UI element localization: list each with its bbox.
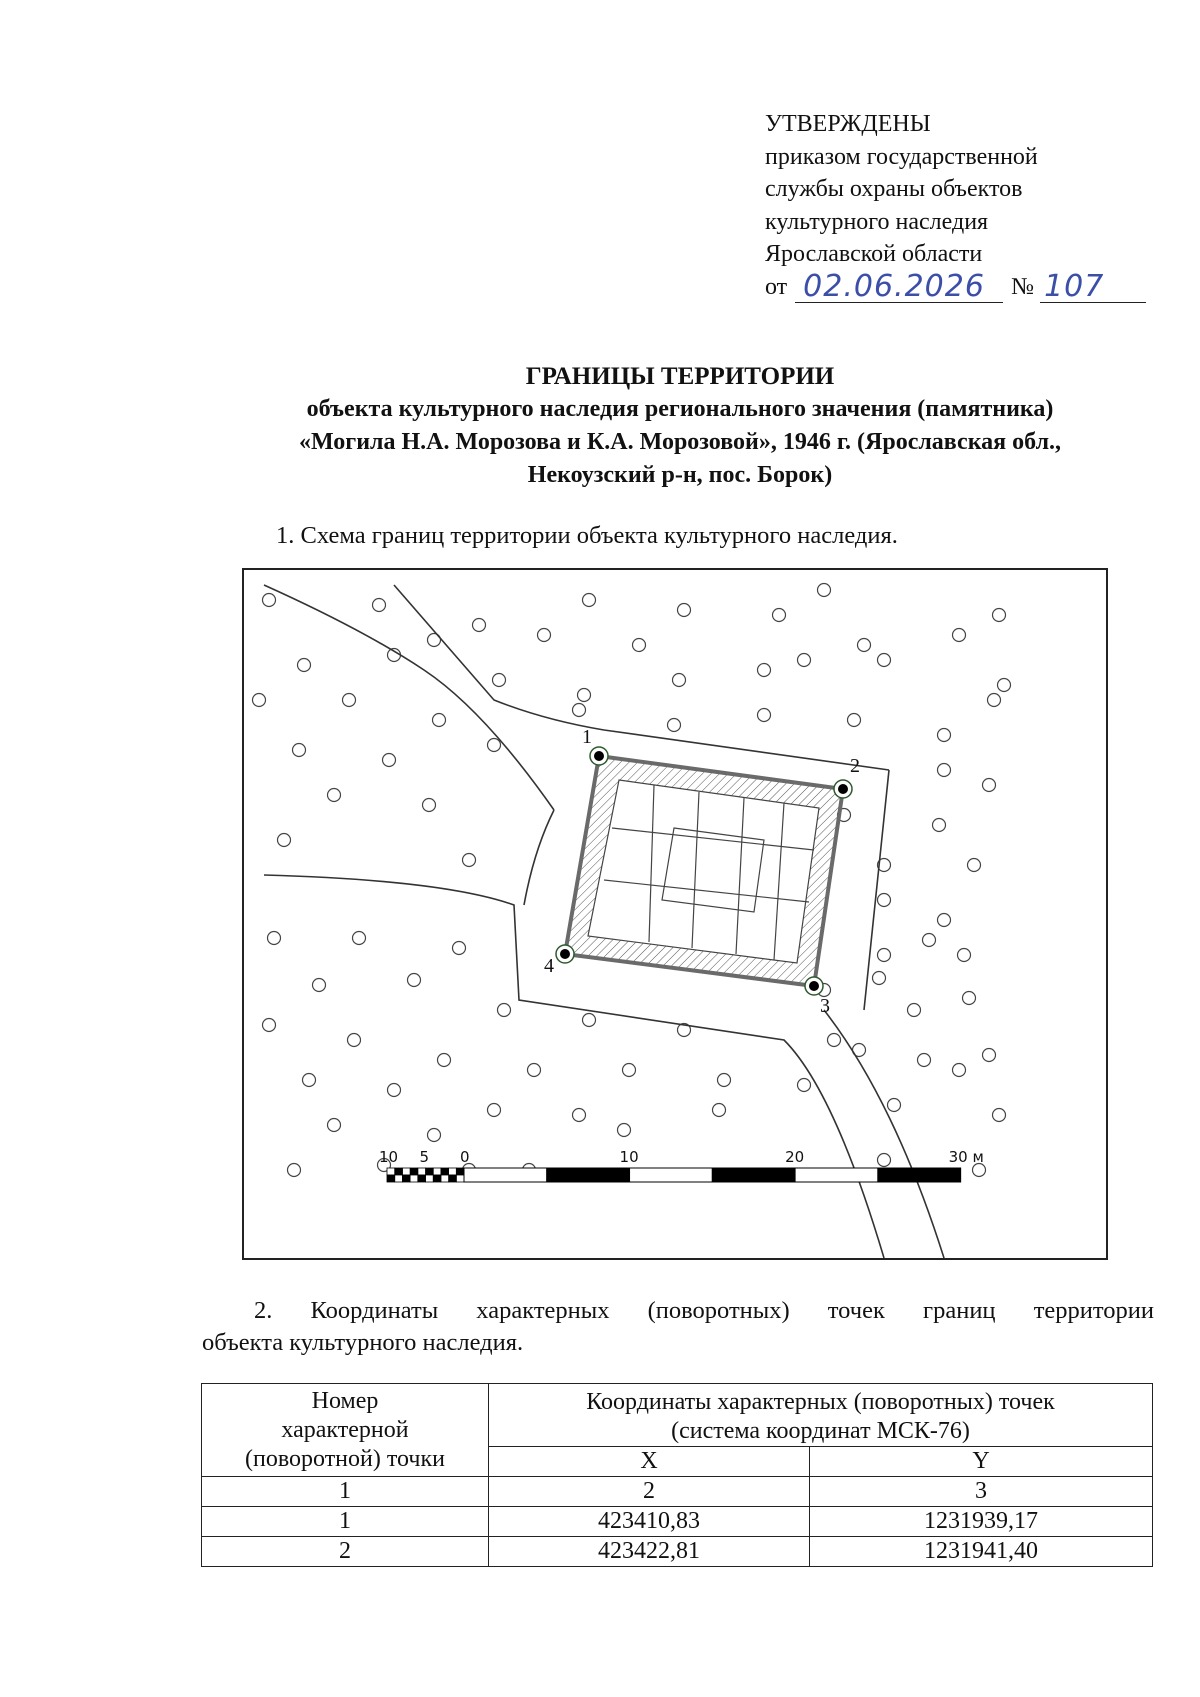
tree-icon [488,739,501,752]
table-cell-point: 1 [202,1507,489,1537]
table-numbering-row [202,1477,1153,1507]
boundary-point-dot [809,981,819,991]
tree-icon [268,932,281,945]
path-edge-upper [394,585,889,770]
scale-segment [433,1175,441,1182]
scale-segment [418,1175,426,1182]
tree-icon [583,1014,596,1027]
tree-icon [828,1034,841,1047]
approval-block [765,108,1146,303]
tree-icon [538,629,551,642]
approval-line-2: службы охраны объектов [765,176,1023,202]
table-cell: 1 [202,1477,489,1507]
scale-segment [418,1168,426,1175]
grave-slab [662,828,764,912]
scale-segment [395,1175,403,1182]
tree-icon [968,859,981,872]
tree-icon [668,719,681,732]
scale-segment [456,1175,464,1182]
tree-icon [678,604,691,617]
approval-date-number-row [765,271,1146,304]
tree-icon [988,694,1001,707]
tree-icon [298,659,311,672]
tree-icon [888,1099,901,1112]
header-y: Y [810,1447,1153,1477]
tree-icon [983,779,996,792]
tree-icon [573,704,586,717]
approval-title: УТВЕРЖДЕНЫ [765,111,931,137]
tree-icon [263,1019,276,1032]
header-point-number-line-3: (поворотной) точки [245,1445,445,1472]
approval-line-1: приказом государственной [765,143,1038,170]
header-coordinates-group [489,1384,1153,1447]
tree-icon [963,992,976,1005]
boundary-point-dot [594,751,604,761]
approval-line-4: Ярославской области [765,241,983,267]
scale-segment [441,1175,449,1182]
tree-icon [818,584,831,597]
header-coordinates-line-1: Координаты характерных (поворотных) точек [586,1389,1055,1415]
tree-icon [578,689,591,702]
header-coordinates-line-2: (система координат МСК-76) [671,1418,970,1444]
tree-icon [498,1004,511,1017]
scale-segment [449,1168,457,1175]
tree-icon [953,1064,966,1077]
tree-icon [493,674,506,687]
tree-icon [798,654,811,667]
tree-icon [673,674,686,687]
tree-icon [288,1164,301,1177]
scale-segment [395,1168,403,1175]
tree-icon [328,1119,341,1132]
section-2-line-2: объекта культурного наследия. [202,1329,524,1356]
scale-segment [712,1168,795,1182]
table-cell-y: 1231941,40 [810,1537,1153,1567]
scale-segment [410,1168,418,1175]
tree-icon [873,972,886,985]
section-2-line-1: 2. Координаты характерных (поворотных) точек границ территории [254,1297,1154,1324]
tree-icon [878,654,891,667]
tree-icon [423,799,436,812]
heading-sub-2: «Могила Н.А. Морозова и К.А. Морозовой», 1946 г. (Ярославская обл., [298,429,1062,455]
heading-sub-1: объекта культурного наследия регионального значения (памятника) [306,396,1054,422]
tree-icon [263,594,276,607]
tree-icon [983,1049,996,1062]
scale-label: 5 [419,1148,430,1166]
header-point-number-line-1: Номер [311,1387,379,1414]
tree-icon [953,629,966,642]
tree-icon [993,1109,1006,1122]
tree-icon [623,1064,636,1077]
tree-icon [473,619,486,632]
path-edge-right [864,770,889,1010]
boundary-point-dot [560,949,570,959]
tree-icon [528,1064,541,1077]
scale-segment [426,1175,434,1182]
tree-icon [878,949,891,962]
header-x: X [489,1447,810,1477]
tree-icon [878,894,891,907]
section-1-caption: 1. Схема границ территории объекта культурного наследия. [276,522,898,549]
scale-segment [456,1168,464,1175]
tree-icon [388,1084,401,1097]
tree-icon [923,934,936,947]
tree-icon [433,714,446,727]
table-cell-point: 2 [202,1537,489,1567]
from-label: от [765,273,788,300]
scale-label: 20 [785,1148,805,1166]
scale-segment [426,1168,434,1175]
tree-icon [993,609,1006,622]
scale-segment [441,1168,449,1175]
scale-segment [387,1168,395,1175]
document-heading [200,360,1160,492]
boundary-point-label: 3 [820,995,830,1017]
tree-icon [933,819,946,832]
scale-segment [878,1168,961,1182]
header-point-number-line-2: характерной [281,1416,409,1443]
boundary-point-label: 4 [544,955,554,977]
table-cell: 2 [489,1477,810,1507]
tree-icon [908,1004,921,1017]
tree-icon [343,694,356,707]
number-label: № [1011,273,1035,300]
table-row [202,1507,1153,1537]
tree-icon [718,1074,731,1087]
scheme-drawing [244,570,1106,1258]
tree-icon [958,949,971,962]
tree-icon [428,1129,441,1142]
tree-icon [328,789,341,802]
approval-line-3: культурного наследия [765,208,989,235]
coordinates-table [201,1383,1153,1567]
path-edge-upper-left [264,585,554,810]
scale-label: 10 [619,1148,639,1166]
tree-icon [938,729,951,742]
tree-icon [583,594,596,607]
table-cell-y: 1231939,17 [810,1507,1153,1537]
path-edge-lower-right [824,1010,944,1258]
scale-segment [464,1168,547,1182]
tree-icon [303,1074,316,1087]
tree-icon [573,1109,586,1122]
table-row [202,1537,1153,1567]
table-cell-x: 423410,83 [489,1507,810,1537]
scale-segment [449,1175,457,1182]
tree-icon [998,679,1011,692]
tree-icon [938,914,951,927]
scale-segment [433,1168,441,1175]
table-cell-x: 423422,81 [489,1537,810,1567]
tree-icon [848,714,861,727]
tree-icon [773,609,786,622]
boundary-scheme-map [242,568,1108,1260]
tree-icon [858,639,871,652]
tree-icon [278,834,291,847]
scale-segment [387,1175,395,1182]
scale-label: 10 [379,1148,399,1166]
tree-icon [878,1154,891,1167]
heading-sub-3: Некоузский р-н, пос. Борок) [527,462,833,488]
tree-icon [453,942,466,955]
tree-icon [798,1079,811,1092]
handwritten-date: 02.06.2026 [795,272,1003,303]
boundary-point-label: 1 [582,726,592,748]
path-edge-mid [524,810,554,905]
heading-main: ГРАНИЦЫ ТЕРРИТОРИИ [525,363,835,390]
table-cell: 3 [810,1477,1153,1507]
handwritten-number: 107 [1040,272,1146,303]
tree-icon [938,764,951,777]
tree-icon [618,1124,631,1137]
scale-label: 30 м [948,1148,984,1166]
tree-icon [633,639,646,652]
scale-segment [402,1168,410,1175]
tree-icon [293,744,306,757]
tree-icon [253,694,266,707]
scale-segment [630,1168,713,1182]
tree-icon [488,1104,501,1117]
tree-icon [408,974,421,987]
tree-icon [758,664,771,677]
tree-icon [713,1104,726,1117]
scale-segment [795,1168,878,1182]
tree-icon [463,854,476,867]
scale-label: 0 [460,1148,470,1166]
tree-icon [758,709,771,722]
tree-icon [313,979,326,992]
grave-enclosure [565,756,843,986]
tree-icon [353,932,366,945]
header-point-number [202,1384,489,1477]
tree-icon [348,1034,361,1047]
scale-segment [402,1175,410,1182]
scale-segment [410,1175,418,1182]
tree-icon [383,754,396,767]
tree-icon [373,599,386,612]
tree-icon [438,1054,451,1067]
scale-bar [379,1148,984,1182]
scale-segment [547,1168,630,1182]
section-2-caption [202,1295,1154,1359]
tree-icon [918,1054,931,1067]
boundary-point-dot [838,784,848,794]
boundary-point-label: 2 [850,755,860,777]
